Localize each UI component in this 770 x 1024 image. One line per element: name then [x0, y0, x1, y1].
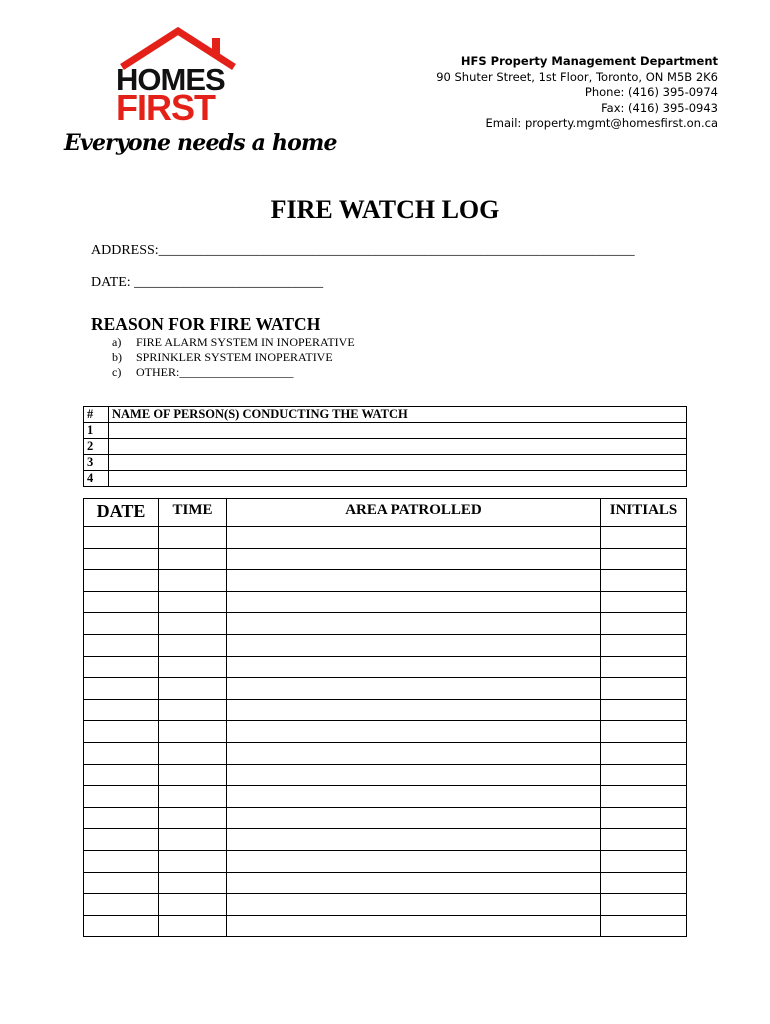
table-row [84, 721, 687, 743]
row-number: 2 [84, 439, 109, 455]
initials-cell[interactable] [601, 570, 687, 592]
initials-cell[interactable] [601, 721, 687, 743]
department-name: HFS Property Management Department [460, 54, 718, 68]
initials-cell[interactable] [601, 786, 687, 808]
area-cell[interactable] [227, 786, 601, 808]
table-row [84, 548, 687, 570]
initials-cell[interactable] [601, 894, 687, 916]
table-row [84, 742, 687, 764]
time-cell[interactable] [159, 850, 227, 872]
table-row [84, 656, 687, 678]
reason-item[interactable] [112, 365, 355, 380]
area-cell[interactable] [227, 829, 601, 851]
name-cell[interactable] [109, 439, 687, 455]
area-cell[interactable] [227, 591, 601, 613]
page-title: FIRE WATCH LOG [270, 195, 500, 224]
time-cell[interactable] [159, 742, 227, 764]
initials-cell[interactable] [601, 656, 687, 678]
phone-number: Phone: (416) 395-0974 [584, 85, 718, 99]
date-cell[interactable] [84, 915, 159, 937]
time-cell[interactable] [159, 829, 227, 851]
area-cell[interactable] [227, 807, 601, 829]
log-table-body [84, 527, 687, 937]
initials-cell[interactable] [601, 591, 687, 613]
reason-item[interactable] [112, 335, 355, 350]
column-header-name: NAME OF PERSON(S) CONDUCTING THE WATCH [109, 407, 687, 423]
area-cell[interactable] [227, 742, 601, 764]
table-row [84, 699, 687, 721]
time-cell[interactable] [159, 570, 227, 592]
reason-item-label: c) [112, 365, 122, 379]
table-row [84, 613, 687, 635]
date-cell[interactable] [84, 634, 159, 656]
reason-item-text: OTHER:___________________ [136, 365, 294, 379]
area-cell[interactable] [227, 915, 601, 937]
time-cell[interactable] [159, 548, 227, 570]
date-cell[interactable] [84, 721, 159, 743]
logo-tagline: Everyone needs a home [64, 130, 337, 156]
time-cell[interactable] [159, 872, 227, 894]
area-cell[interactable] [227, 634, 601, 656]
table-row [84, 570, 687, 592]
area-cell[interactable] [227, 613, 601, 635]
area-cell[interactable] [227, 699, 601, 721]
table-row [84, 439, 687, 455]
initials-cell[interactable] [601, 634, 687, 656]
row-number: 3 [84, 455, 109, 471]
time-cell[interactable] [159, 527, 227, 549]
time-cell[interactable] [159, 634, 227, 656]
area-cell[interactable] [227, 678, 601, 700]
column-header-date: DATE [84, 499, 159, 527]
column-header-time: TIME [159, 499, 227, 527]
row-number: 4 [84, 471, 109, 487]
time-cell[interactable] [159, 678, 227, 700]
date-cell[interactable] [84, 548, 159, 570]
table-row [84, 764, 687, 786]
email-address: Email: property.mgmt@homesfirst.on.ca [485, 116, 718, 130]
reason-item-label: b) [112, 350, 122, 364]
area-cell[interactable] [227, 527, 601, 549]
table-header-row [84, 407, 687, 423]
column-header-initials: INITIALS [601, 499, 687, 527]
name-cell[interactable] [109, 455, 687, 471]
reason-item-text: FIRE ALARM SYSTEM IN INOPERATIVE [136, 335, 355, 349]
date-cell[interactable] [84, 829, 159, 851]
time-cell[interactable] [159, 699, 227, 721]
table-row [84, 872, 687, 894]
initials-cell[interactable] [601, 613, 687, 635]
date-cell[interactable] [84, 678, 159, 700]
initials-cell[interactable] [601, 915, 687, 937]
date-field[interactable]: DATE: ___________________________ [91, 275, 324, 290]
time-cell[interactable] [159, 915, 227, 937]
date-cell[interactable] [84, 807, 159, 829]
table-row [84, 527, 687, 549]
fax-number: Fax: (416) 395-0943 [601, 100, 718, 115]
date-cell[interactable] [84, 699, 159, 721]
time-cell[interactable] [159, 786, 227, 808]
area-cell[interactable] [227, 850, 601, 872]
area-cell[interactable] [227, 548, 601, 570]
table-row [84, 634, 687, 656]
table-row [84, 471, 687, 487]
table-row [84, 850, 687, 872]
time-cell[interactable] [159, 764, 227, 786]
reason-item-label: a) [112, 335, 122, 349]
reason-item-text: SPRINKLER SYSTEM INOPERATIVE [136, 350, 333, 364]
street-address: 90 Shuter Street, 1st Floor, Toronto, ON M5B 2K6 [436, 69, 718, 84]
reason-list [112, 335, 355, 380]
persons-table [83, 406, 687, 487]
log-table [83, 498, 687, 937]
initials-cell[interactable] [601, 807, 687, 829]
area-cell[interactable] [227, 872, 601, 894]
date-cell[interactable] [84, 613, 159, 635]
table-row [84, 807, 687, 829]
time-cell[interactable] [159, 656, 227, 678]
column-header-number: # [84, 407, 109, 423]
table-row [84, 894, 687, 916]
date-cell[interactable] [84, 894, 159, 916]
date-cell[interactable] [84, 527, 159, 549]
initials-cell[interactable] [601, 699, 687, 721]
time-cell[interactable] [159, 721, 227, 743]
initials-cell[interactable] [601, 742, 687, 764]
date-cell[interactable] [84, 742, 159, 764]
area-cell[interactable] [227, 894, 601, 916]
table-row [84, 786, 687, 808]
table-row [84, 678, 687, 700]
date-cell[interactable] [84, 764, 159, 786]
initials-cell[interactable] [601, 829, 687, 851]
date-cell[interactable] [84, 786, 159, 808]
table-row [84, 423, 687, 439]
time-cell[interactable] [159, 591, 227, 613]
initials-cell[interactable] [601, 764, 687, 786]
name-cell[interactable] [109, 423, 687, 439]
reason-heading: REASON FOR FIRE WATCH [91, 314, 321, 334]
row-number: 1 [84, 423, 109, 439]
time-cell[interactable] [159, 807, 227, 829]
logo-text-homes: HOMES [116, 62, 225, 97]
column-header-area: AREA PATROLLED [227, 499, 601, 527]
table-header-row [84, 499, 687, 527]
initials-cell[interactable] [601, 872, 687, 894]
table-row [84, 915, 687, 937]
initials-cell[interactable] [601, 548, 687, 570]
logo-text-first: FIRST [116, 87, 215, 128]
name-cell[interactable] [109, 471, 687, 487]
date-cell[interactable] [84, 591, 159, 613]
date-cell[interactable] [84, 656, 159, 678]
time-cell[interactable] [159, 613, 227, 635]
address-field[interactable]: ADDRESS:____________________________________________________________________ [91, 243, 635, 258]
date-cell[interactable] [84, 570, 159, 592]
area-cell[interactable] [227, 570, 601, 592]
date-cell[interactable] [84, 872, 159, 894]
area-cell[interactable] [227, 656, 601, 678]
homes-first-logo [62, 26, 337, 166]
table-row [84, 455, 687, 471]
initials-cell[interactable] [601, 850, 687, 872]
time-cell[interactable] [159, 894, 227, 916]
table-row [84, 591, 687, 613]
table-row [84, 829, 687, 851]
area-cell[interactable] [227, 764, 601, 786]
date-cell[interactable] [84, 850, 159, 872]
initials-cell[interactable] [601, 678, 687, 700]
area-cell[interactable] [227, 721, 601, 743]
reason-item[interactable] [112, 350, 355, 365]
contact-block [436, 54, 718, 132]
initials-cell[interactable] [601, 527, 687, 549]
